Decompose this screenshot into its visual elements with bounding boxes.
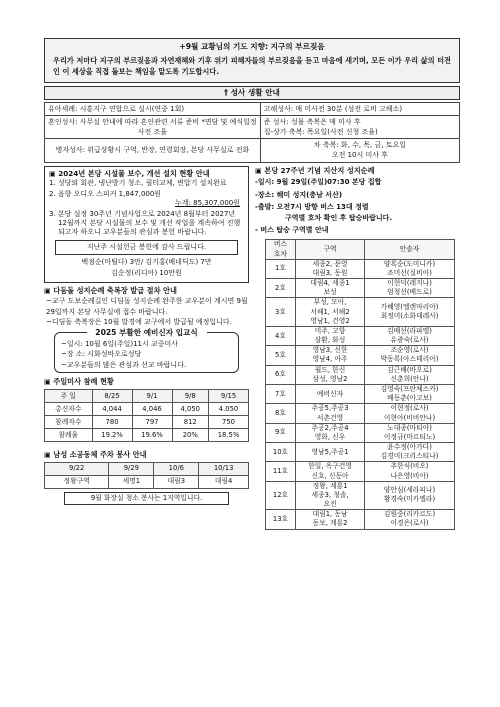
facility-item: 3. 본당 설정 30주년 기념사업으로 2024년 8월부터 2027년 12월까지 본당 시설물의 보수 및 개선 작업을 계속하여 진행되고자 하오니 교우분들의 관심과 봉헌 바랍니다. [49,209,241,237]
table-cell: 750 [209,416,249,429]
table-row [266,423,455,442]
table-header-cell: 안솔자 [365,240,455,259]
parking-service-title: ▣ 남성 소공동체 주차 봉사 안내 [44,450,147,460]
bus-number-cell: 8호 [266,404,296,423]
table-cell: 812 [172,416,209,429]
attendance-table [44,389,249,442]
right-column [255,166,460,530]
pilgrimage-bus-note-2: 구역별 호차 확인 후 탑승바랍니다. [285,213,393,222]
sacrament-guide-title: † 성사 생활 안내 [44,86,460,100]
parking-service-table [44,462,249,489]
table-cell: 총신자수 [45,403,93,416]
facility-item: 2. 음향 오디오 스피커 1,847,000원 [49,189,162,198]
table-cell: 19.6% [132,429,172,442]
table-row [45,403,249,416]
bus-zone-cell: 영남5,주공1 [296,443,365,462]
bulletin-page [44,38,460,530]
certificate-note: ~디딤돌 축복장은 10월 말경에 교구에서 발급될 예정입니다. [46,318,232,327]
bus-zone-cell: 월드, 한신 삼성, 영남2 [296,365,365,384]
bus-number-cell: 9호 [266,423,296,442]
table-row [266,462,455,481]
table-row [45,416,249,429]
table-row [266,404,455,423]
table-row [266,346,455,365]
bus-zone-cell: 부성, 모아, 서해1, 서해2 영남1, 건영2 [296,298,365,327]
bus-guide-cell: 추한식(비오) 나은영(비아) [365,462,455,481]
table-header-cell: 10/6 [154,462,199,475]
table-header-cell: 9/22 [45,462,109,475]
table-header-row [45,462,249,475]
table-header-cell: 8/25 [92,390,132,403]
bus-zone-cell: 영남3, 신한 영남4, 아주 [296,346,365,365]
table-row [266,385,455,404]
prayer-intention-box [44,38,460,83]
bus-guide-cell: 윤수정(아가다) 김경미(크리스티나) [365,443,455,462]
catechumen-line: ~일시: 10월 6일(주일)11시 교중미사 [61,339,179,348]
sacrament-guide-table [44,102,460,163]
table-cell: 대림3 [154,475,199,488]
table-row [266,481,455,510]
bus-guide-cell: 양안심(세라피나) 황경숙(미카엘라) [365,481,455,510]
bus-number-cell: 5호 [266,346,296,365]
pilgrimage-date: -일시: 9월 29일(주일)07:30 본당 집합 [255,178,382,187]
bus-number-cell: 10호 [266,443,296,462]
bus-zone-cell: 한일, 옥구건영 신호, 신동아 [296,462,365,481]
certificate-title: ▣ 다둠돌 성지순례 축복장 발급 절차 안내 [44,286,177,296]
table-header-cell: 주 일 [45,390,93,403]
catechumen-title: 2025 부활한 예비신자 입교식 [87,327,207,338]
table-cell: 세명1 [109,475,154,488]
bus-guide-cell: 김배선(라파엘) 유광숙(로사) [365,326,455,345]
table-header-cell: 버스 호차 [266,240,296,259]
bus-guide-cell: 김근배(바오로) 신춘희(안나) [365,365,455,384]
table-cell: 20% [172,429,209,442]
table-cell: 참례자수 [45,416,93,429]
table-cell: 4,044 [92,403,132,416]
left-column [44,166,249,530]
anointing-cell: 병자성사: 위급상황시 구역, 반장, 연령회장, 본당 사무실로 전화 [45,139,261,162]
pilgrimage-bus-note: -출발: 오전7시 방향 버스 13대 정렬 [255,203,369,212]
table-row [45,115,460,138]
bus-zone-cell: 세종2, 문영 대림3, 동원 [296,259,365,278]
bus-guide-title: - 버스 탑승 구역별 안내 [255,225,329,234]
infant-baptism-cell: 유아세례: 시흥지구 연합으로 실시(연중 1회) [45,102,261,115]
table-row [45,429,249,442]
bus-guide-cell: 노대종(마티아) 이정규(마르티노) [365,423,455,442]
bus-number-cell: 6호 [266,365,296,384]
table-header-cell: 구역 [296,240,365,259]
donor-list: 백점순(마틸다) 3만/ 김기홍(베네딕도) 7만 김순정(리디아) 10만원 [81,258,212,277]
bus-zone-cell: 대림1, 동남 동보, 계룡2 [296,510,365,529]
bus-number-cell: 2호 [266,279,296,298]
table-cell: 780 [92,416,132,429]
certificate-text: ~교구 도보순례길인 디딤돌 성지순례 완주한 교우분이 계시면 9월 29일까지 본당 사무실에 접수 바랍니다. [46,297,248,316]
table-header-row [266,240,455,259]
bus-guide-cell: 가혜영(엘렌마리아) 최정미(소화데레사) [365,298,455,327]
bus-number-cell: 3호 [266,298,296,327]
bus-number-cell: 11호 [266,462,296,481]
table-row [45,102,460,115]
thanks-note: 지난주 시설헌금 봉헌에 감사 드립니다. [55,240,238,255]
bus-number-cell: 4호 [266,326,296,345]
table-header-cell: 10/13 [199,462,249,475]
pilgrimage-place: -장소: 해미 성지(충남 서산) [255,190,343,199]
facility-item: 1. 성당외 회관, 냉난방기 청소, 필터교체, 변압기 설치완료 [49,179,227,188]
table-row [45,139,460,162]
bus-zone-cell: 정왕, 계룡1 세종3, 청솔, 요진 [296,481,365,510]
bus-guide-cell: 조순영(로사) 박동록(아스테리아) [365,346,455,365]
bus-assignment-table [265,239,455,529]
table-cell: 대림4 [199,475,249,488]
bus-number-cell: 1호 [266,259,296,278]
table-row [266,259,455,278]
marriage-cell: 혼인성사: 사무실 안내에 따라 혼인관련 서류 준비 *면담 및 예식일정 사전 조율 [45,115,261,138]
table-cell: 4,050 [172,403,209,416]
table-cell: 정왕구역 [45,475,109,488]
table-header-row [45,390,249,403]
facility-total: 누계: 85,307,000원 [175,199,240,208]
car-blessing-cell: 차 축복: 화, 수, 목, 금, 토요일 오전 10시 미사 후 [260,139,459,162]
bus-guide-cell: 이현덕(레지나) 엄청선(베드로) [365,279,455,298]
bus-zone-cell: 주공5,주공3 서촌건영 [296,404,365,423]
table-header-cell: 9/1 [132,390,172,403]
bus-guide-cell: 양록순(도미니카) 조미선(실비아) [365,259,455,278]
table-header-cell: 9/29 [109,462,154,475]
catechumen-line: ~장 소: 시화성바오로성당 [61,350,142,359]
confession-cell: 고해성사: 매 미사전 30분 (성전 로비 고해소) [260,102,459,115]
bus-number-cell: 12호 [266,481,296,510]
table-row [266,298,455,327]
blessing-cell: 준 성사: 성물 축복은 매 미사 후 집-상가 축복: 목요일(사전 신청 조율) [260,115,459,138]
table-header-cell: 9/8 [172,390,209,403]
bus-zone-cell: 대림4, 세종1 보성 [296,279,365,298]
bus-zone-cell: 주공2,주공4 영화, 신우 [296,423,365,442]
restroom-cleaning-note: 9월 화장실 청소 봉사는 1지역입니다. [64,492,229,505]
pilgrimage-title: ▣ 본당 27주년 기념 지산지 성지순례 [255,165,375,175]
table-cell: 19.2% [92,429,132,442]
bus-number-cell: 7호 [266,385,296,404]
bus-guide-cell: 이현정(로사) 이현아(비비안나) [365,404,455,423]
attendance-title: ▣ 주일미사 참례 현황 [44,377,114,387]
table-row [266,443,455,462]
table-cell: 797 [132,416,172,429]
table-row [266,279,455,298]
table-cell: 참례율 [45,429,93,442]
catechumen-line: ~교우분들의 많은 관심과 선교 바랍니다. [61,360,187,369]
table-cell: 4,046 [132,403,172,416]
bus-guide-cell: 김원중(리카르도) 이경은(로사) [365,510,455,529]
table-row [266,365,455,384]
bus-zone-cell: 예비신자 [296,385,365,404]
table-row [266,326,455,345]
table-header-cell: 9/15 [209,390,249,403]
bus-number-cell: 13호 [266,510,296,529]
catechumen-box [54,327,239,374]
table-row [45,475,249,488]
facility-box [44,166,249,284]
facility-title: ▣ 2024년 본당 시설물 보수, 개선 설치 현황 안내 [49,168,210,178]
bus-guide-cell: 김영숙(프란체스카) 배동춘(아고보) [365,385,455,404]
table-cell: 18.5% [209,429,249,442]
bus-zone-cell: 미주, 고향 삼환, 화성 [296,326,365,345]
table-row [266,510,455,529]
prayer-intention-title: +9월 교황님의 기도 지향: 지구의 부르짖음 [179,42,325,51]
table-cell: 4.050 [209,403,249,416]
prayer-intention-text: 우리가 저마다 지구의 부르짖음과 자연재해와 기후 위기 피해자들의 부르짖음을 듣고 마음에 새기며, 모든 이가 우리 삶의 터전인 이 세상을 직접 돌보는 책임을 맡도록 기도합시다. [53,56,451,77]
